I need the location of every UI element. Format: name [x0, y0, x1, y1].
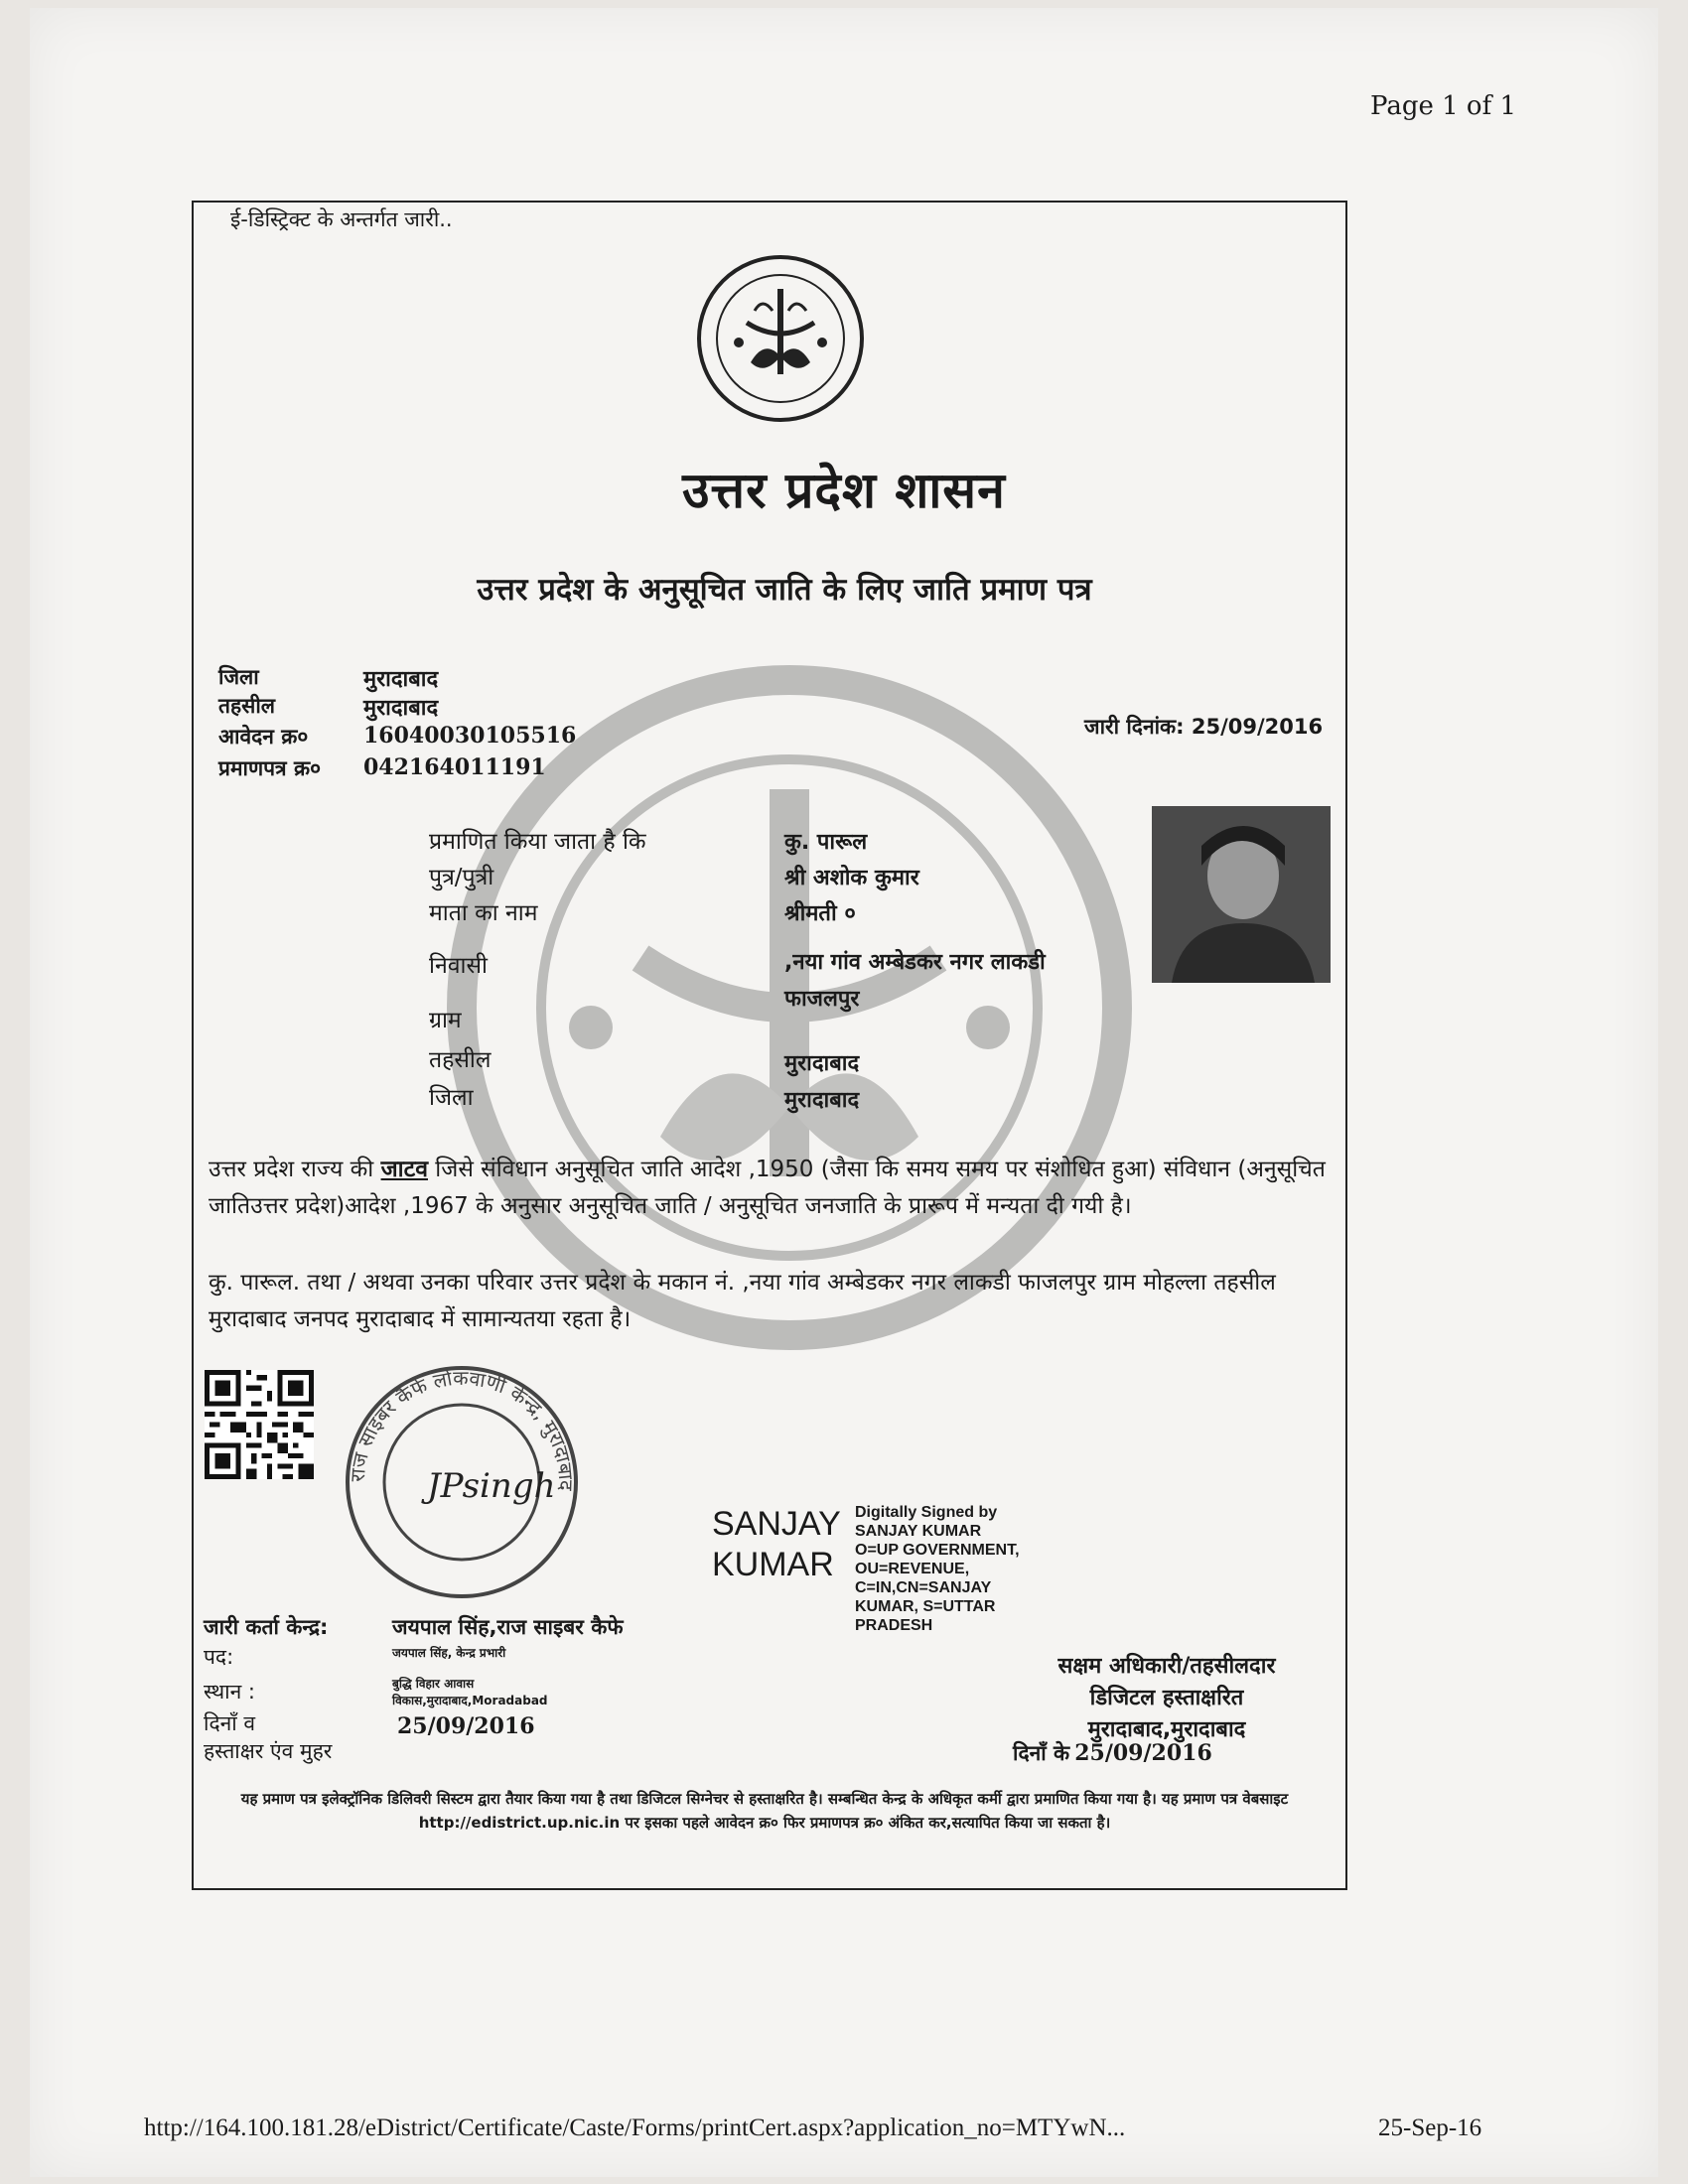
certificate-no-label: प्रमाणपत्र क्र०: [218, 756, 322, 780]
post-value: जयपाल सिंह, केन्द्र प्रभारी: [392, 1646, 506, 1660]
issue-date-value: 25/09/2016: [1191, 715, 1324, 739]
page-number: Page 1 of 1: [1370, 91, 1517, 121]
person-tehsil-value: मुरादाबाद: [784, 1051, 860, 1076]
person-district-value: मुरादाबाद: [784, 1088, 860, 1113]
certified-label: प्रमाणित किया जाता है कि: [429, 829, 646, 855]
issuing-center-label: जारी कर्ता केन्द्र:: [204, 1615, 329, 1639]
p1-suffix: जिसे संविधान अनुसूचित जाति आदेश ,1950 (जैसा कि समय समय पर संशोधित हुआ) संविधान (अनुसूचित जातिउत्तर प्रदेश)आदेश ,1967 के अनुसार अनुसूचित जाति / अनुसूचित जनजाति के प्रारूप में मन्यता दी गयी है।: [209, 1157, 1326, 1219]
certificate-title: उत्तर प्रदेश के अनुसूचित जाति के लिए जाति प्रमाण पत्र: [477, 572, 1092, 608]
caste-recognition-paragraph: [209, 1152, 1331, 1225]
up-government-emblem-icon: [695, 253, 866, 424]
officer-date-value: 25/09/2016: [1074, 1740, 1212, 1766]
officer-title: सक्षम अधिकारी/तहसीलदार: [1057, 1654, 1276, 1679]
tehsil-label: तहसील: [218, 694, 275, 718]
application-no-value: 16040030105516: [363, 723, 577, 749]
district-label: जिला: [218, 665, 259, 689]
caste-name: जाटव: [380, 1157, 428, 1182]
district-value: मुरादाबाद: [363, 666, 439, 692]
signature-seal-label: हस्ताक्षर एंव मुहर: [204, 1739, 333, 1763]
resident-value: ,नया गांव अम्बेडकर नगर लाकडी: [784, 950, 1046, 975]
certified-value: कु. पारूल: [784, 830, 868, 855]
applicant-photo: [1152, 806, 1331, 983]
issuer-date-value: 25/09/2016: [397, 1713, 535, 1739]
person-district-label: जिला: [429, 1085, 474, 1111]
mother-value: श्रीमती ०: [784, 901, 856, 926]
officer-digital-signed: डिजिटल हस्ताक्षरित: [1089, 1686, 1244, 1710]
verification-note: यह प्रमाण पत्र इलेक्ट्रॉनिक डिलिवरी सिस्टम द्वारा तैयार किया गया है तथा डिजिटल सिग्नेचर से हस्ताक्षरित है। सम्बन्धित केन्द्र के अधिकृत कर्मी द्वारा प्रमाणित किया गया है। यह प्रमाण पत्र वेबसाइट http://edistrict.up.nic.in पर इसका पहले आवेदन क्र० फिर प्रमाणपत्र क्र० अंकित कर,सत्यापित किया जा सकता है।: [240, 1790, 1289, 1832]
edistrict-issued-note: ई-डिस्ट्रिक्ट के अन्तर्गत जारी..: [230, 207, 453, 231]
officer-date: [1013, 1739, 1212, 1767]
print-date: 25-Sep-16: [1378, 2115, 1482, 2141]
print-url: http://164.100.181.28/eDistrict/Certificate/Caste/Forms/printCert.aspx?application_no=MTYwN...: [144, 2115, 1126, 2141]
village-value: फाजलपुर: [784, 987, 860, 1012]
tehsil-value: मुरादाबाद: [363, 695, 439, 721]
post-label: पद:: [204, 1645, 234, 1669]
handwritten-signature: JPsingh: [427, 1466, 556, 1506]
issue-date-label: जारी दिनांक:: [1084, 715, 1185, 739]
village-label: ग्राम: [429, 1008, 462, 1033]
signer-first-name: SANJAY: [712, 1505, 841, 1543]
p1-prefix: उत्तर प्रदेश राज्य की: [209, 1157, 374, 1182]
signer-last-name: KUMAR: [712, 1546, 834, 1583]
government-title: उत्तर प्रदेश शासन: [682, 462, 1006, 519]
cyber-cafe-round-stamp: [338, 1358, 586, 1606]
digital-signature-info: Digitally Signed by SANJAY KUMAR O=UP GOVERNMENT, OU=REVENUE, C=IN,CN=SANJAY KUMAR, S=UTTAR PRADESH: [855, 1504, 1020, 1634]
certificate-no-value: 042164011191: [363, 754, 546, 780]
mother-label: माता का नाम: [429, 900, 538, 926]
qr-code-icon: [205, 1370, 314, 1479]
place-label: स्थान :: [204, 1680, 256, 1704]
stamp-text: राज साइबर कैफे लोकवाणी केन्द्र, मुरादाबाद: [345, 1365, 579, 1492]
application-no-label: आवेदन क्र०: [218, 725, 309, 749]
officer-location: मुरादाबाद,मुरादाबाद: [1087, 1717, 1246, 1742]
place-value: बुद्धि विहार आवास विकास,मुरादाबाद,Moradabad: [392, 1677, 548, 1707]
person-tehsil-label: तहसील: [429, 1047, 492, 1073]
issue-date: [1084, 713, 1323, 741]
digital-signer-name: [712, 1504, 841, 1585]
son-daughter-label: पुत्र/पुत्री: [429, 865, 494, 890]
issuing-center-value: जयपाल सिंह,राज साइबर कैफे: [392, 1615, 624, 1639]
residence-paragraph: कु. पारूल. तथा / अथवा उनका परिवार उत्तर प्रदेश के मकान नं. ,नया गांव अम्बेडकर नगर लाकडी फाजलपुर ग्राम मोहल्ला तहसील मुरादाबाद जनपद मुरादाबाद में सामान्यतया रहता है।: [209, 1270, 1276, 1332]
son-daughter-value: श्री अशोक कुमार: [784, 866, 919, 890]
officer-date-label: दिनाँ के: [1013, 1741, 1070, 1765]
resident-label: निवासी: [429, 953, 488, 979]
issuer-date-label: दिनाँ व: [204, 1711, 256, 1735]
